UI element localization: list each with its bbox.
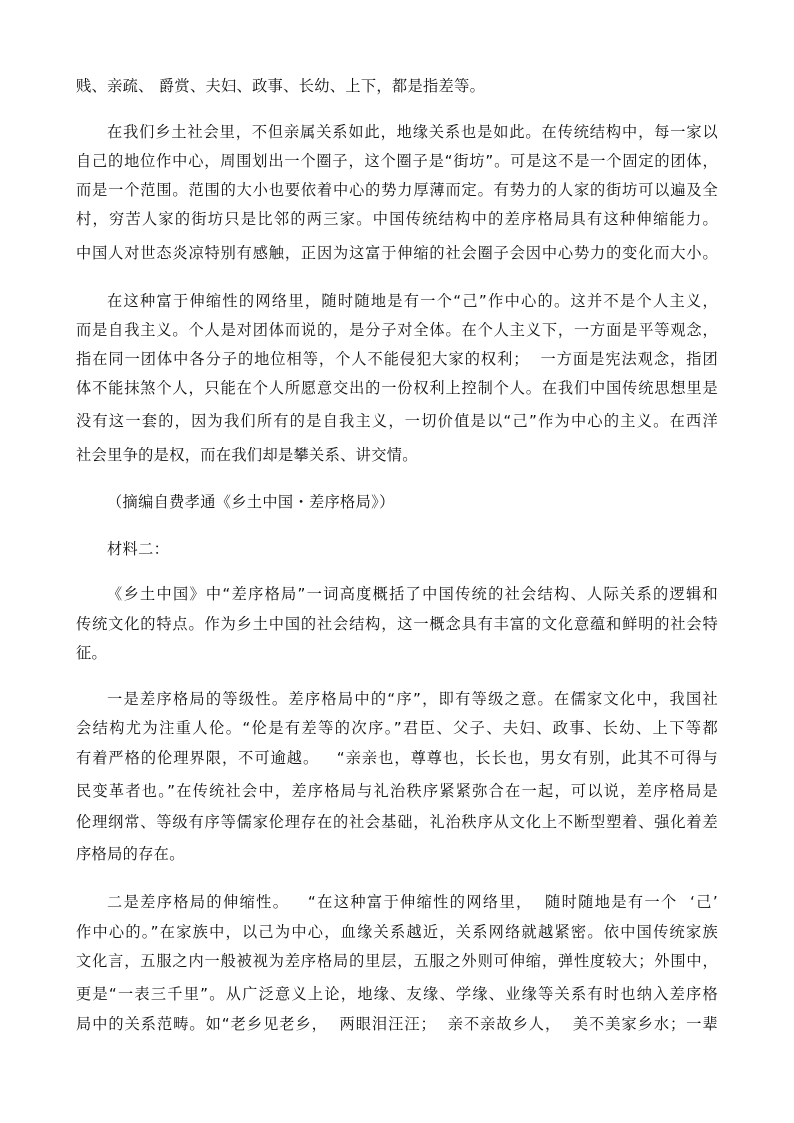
- text-line: 体不能抹煞个人，只能在个人所愿意交出的一份权利上控制个人。在我们中国传统思想里是: [76, 379, 718, 397]
- text-line: 而是一个范围。范围的大小也要依着中心的势力厚薄而定。有势力的人家的街坊可以遍及全: [76, 181, 718, 199]
- text-line: 二是差序格局的伸缩性。 “在这种富于伸缩性的网络里， 随时随地是有一个 ‘己’: [107, 893, 718, 911]
- text-line: 中国人对世态炎凉特别有感触，正因为这富于伸缩的社会圈子会因中心势力的变化而大小。: [76, 244, 718, 262]
- text-line: 一是差序格局的等级性。差序格局中的“序”，即有等级之意。在儒家文化中，我国社: [107, 690, 718, 708]
- text-line: 在我们乡土社会里，不但亲属关系如此，地缘关系也是如此。在传统结构中，每一家以: [107, 123, 718, 141]
- text-line: 自己的地位作中心，周围划出一个圈子，这个圈子是“街坊”。可是这不是一个固定的团体，: [76, 152, 718, 170]
- text-line: 没有这一套的，因为我们所有的是自我主义，一切价值是以“己”作为中心的主义。在西洋: [76, 412, 718, 430]
- text-line: 更是“一表三千里”。从广泛意义上论，地缘、友缘、学缘、业缘等关系有时也纳入差序格: [76, 985, 718, 1003]
- text-line: 作中心的。”在家族中，以己为中心，血缘关系越近，关系网络就越紧密。依中国传统家族: [76, 923, 718, 941]
- text-line: 局中的关系范畴。如“老乡见老乡， 两眼泪汪汪； 亲不亲故乡人， 美不美家乡水；一辈: [76, 1015, 718, 1033]
- text-line: 会结构尤为注重人伦。“伦是有差等的次序。”君臣、父子、夫妇、政事、长幼、上下等都: [76, 719, 718, 737]
- text-line: 伦理纲常、等级有序等儒家伦理存在的社会基础，礼治秩序从文化上不断型塑着、强化着差: [76, 813, 718, 831]
- text-line: 有着严格的伦理界限，不可逾越。 “亲亲也，尊尊也，长长也，男女有别，此其不可得与: [76, 749, 718, 767]
- text-line: 文化言，五服之内一般被视为差序格局的里层，五服之外则可伸缩，弹性度较大；外围中，: [76, 952, 718, 970]
- text-line: 社会里争的是权，而在我们却是攀关系、讲交情。: [76, 446, 418, 464]
- text-line: 征。: [76, 644, 108, 662]
- document-page: [76, 0, 718, 1123]
- text-line: 村，穷苦人家的街坊只是比邻的两三家。中国传统结构中的差序格局具有这种伸缩能力。: [76, 210, 718, 228]
- text-line: 传统文化的特点。作为乡土中国的社会结构，这一概念具有丰富的文化意蕴和鲜明的社会特: [76, 615, 718, 633]
- text-line: 民变革者也。”在传统社会中，差序格局与礼治秩序紧紧弥合在一起，可以说，差序格局是: [76, 782, 718, 800]
- section-heading: 材料二：: [107, 540, 170, 558]
- text-line: 序格局的存在。: [76, 845, 185, 863]
- text-line: 而是自我主义。个人是对团体而说的，是分子对全体。在个人主义下，一方面是平等观念，: [76, 321, 718, 339]
- text-line: 指在同一团体中各分子的地位相等，个人不能侵犯大家的权利； 一方面是宪法观念，指团: [76, 350, 718, 368]
- source-citation: （摘编自费孝通《乡土中国・差序格局》）: [107, 493, 395, 511]
- text-line: 《乡土中国》中“差序格局”一词高度概括了中国传统的社会结构、人际关系的逻辑和: [107, 585, 718, 603]
- text-line: 贱、亲疏、 爵赏、夫妇、政事、长幼、上下，都是指差等。: [76, 77, 486, 95]
- text-line: 在这种富于伸缩性的网络里，随时随地是有一个“己”作中心的。这并不是个人主义，: [107, 292, 718, 310]
